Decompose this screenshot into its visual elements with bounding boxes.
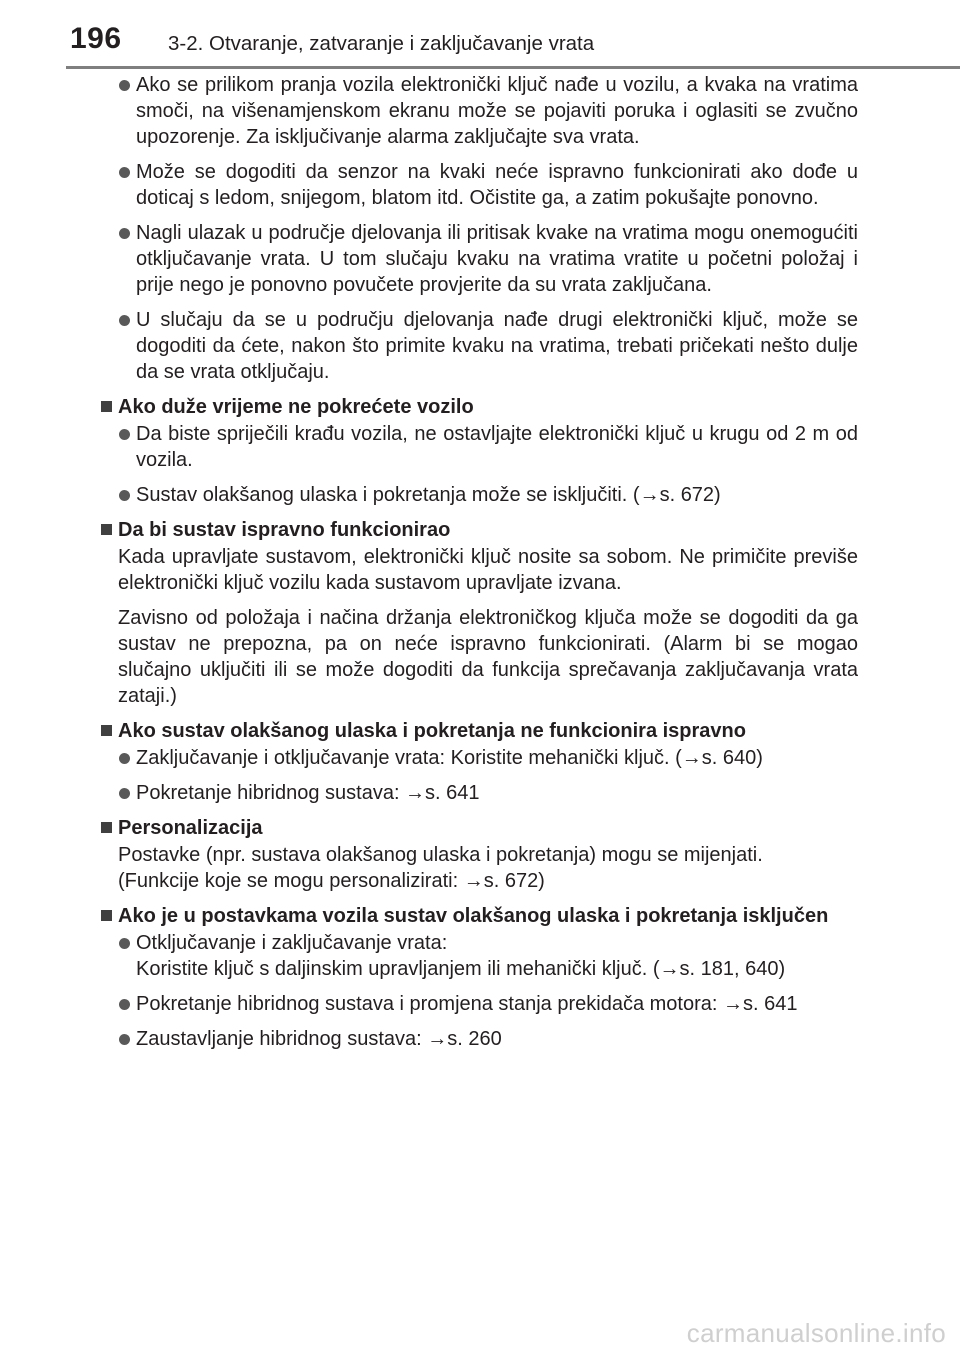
heading-text: Ako duže vrijeme ne pokrećete vozilo <box>118 396 474 418</box>
bullet-text: Zaustavljanje hibridnog sustava: →s. 260 <box>136 1028 502 1050</box>
heading-text: Personalizacija <box>118 817 263 839</box>
watermark: carmanualsonline.info <box>686 1318 946 1348</box>
bullet-text: Otključavanje i zaključavanje vrata: <box>136 932 448 954</box>
bullet-icon <box>119 315 130 326</box>
list-item <box>98 1026 858 1052</box>
section-heading-long-absence <box>98 394 858 420</box>
paragraph: Kada upravljate sustavom, elektronički ključ nosite sa sobom. Ne primičite previše elektronički ključ vozilu kada sustavom upravljate izvana. <box>118 546 858 594</box>
section-heading-malfunction <box>98 718 858 744</box>
page-content <box>98 72 858 1061</box>
bullet-text: Ako se prilikom pranja vozila elektronički ključ nađe u vozilu, a kvaka na vratima smoči, na višenamjenskom ekranu može se pojaviti poruka i oglasiti se zvučno upozorenje. Za isključivanje alarma zaključajte sva vrata. <box>136 74 858 148</box>
bullet-icon <box>119 80 130 91</box>
bullet-icon <box>119 228 130 239</box>
square-bullet-icon <box>101 401 112 412</box>
square-bullet-icon <box>101 910 112 921</box>
bullet-text: Nagli ulazak u područje djelovanja ili pritisak kvake na vratima mogu onemogućiti otključavanje vrata. U tom slučaju kvaku na vratima vratite u početni položaj i prije nego je ponovno povučete provjerite da su vrata zaključana. <box>136 222 858 296</box>
square-bullet-icon <box>101 524 112 535</box>
list-item <box>98 780 858 806</box>
list-item <box>98 991 858 1017</box>
square-bullet-icon <box>101 725 112 736</box>
page-header <box>0 0 960 68</box>
list-item <box>98 421 858 473</box>
bullet-icon <box>119 753 130 764</box>
bullet-icon <box>119 490 130 501</box>
list-item <box>98 482 858 508</box>
section-heading-proper-operation <box>98 517 858 543</box>
bullet-text: U slučaju da se u području djelovanja nađe drugi elektronički ključ, može se dogoditi da ćete, nakon što primite kvaku na vratima, trebati pričekati nešto dulje da se vrata otključaju. <box>136 309 858 383</box>
bullet-text: Da biste spriječili krađu vozila, ne ostavljajte elektronički ključ u krugu od 2 m od vozila. <box>136 423 858 471</box>
heading-text: Ako je u postavkama vozila sustav olakšanog ulaska i pokretanja isključen <box>118 905 829 927</box>
paragraph <box>98 842 858 894</box>
list-item <box>98 307 858 385</box>
heading-text: Ako sustav olakšanog ulaska i pokretanja ne funkcionira ispravno <box>118 720 746 742</box>
bullet-icon <box>119 1034 130 1045</box>
bullet-text: Pokretanje hibridnog sustava i promjena stanja prekidača motora: →s. 641 <box>136 993 798 1015</box>
bullet-icon <box>119 429 130 440</box>
paragraph-line: Postavke (npr. sustava olakšanog ulaska i pokretanja) mogu se mijenjati. <box>118 844 763 866</box>
section-heading-disabled <box>98 903 858 929</box>
page-number: 196 <box>70 22 122 55</box>
heading-text: Da bi sustav ispravno funkcionirao <box>118 519 451 541</box>
list-item <box>98 745 858 771</box>
square-bullet-icon <box>101 822 112 833</box>
bullet-icon <box>119 167 130 178</box>
bullet-icon <box>119 999 130 1010</box>
list-item <box>98 159 858 211</box>
paragraph-line: (Funkcije koje se mogu personalizirati: →s. 672) <box>118 870 545 892</box>
bullet-text: Koristite ključ s daljinskim upravljanjem ili mehanički ključ. (→s. 181, 640) <box>136 958 786 980</box>
bullet-text: Zaključavanje i otključavanje vrata: Koristite mehanički ključ. (→s. 640) <box>136 747 763 769</box>
bullet-text: Može se dogoditi da senzor na kvaki neće ispravno funkcionirati ako dođe u doticaj s ledom, snijegom, blatom itd. Očistite ga, a zatim pokušajte ponovno. <box>136 161 858 209</box>
bullet-icon <box>119 938 130 949</box>
section-heading-personalization <box>98 815 858 841</box>
bullet-text: Pokretanje hibridnog sustava: →s. 641 <box>136 782 480 804</box>
bullet-text: Sustav olakšanog ulaska i pokretanja može se isključiti. (→s. 672) <box>136 484 721 506</box>
list-item <box>98 72 858 150</box>
list-item <box>98 930 858 982</box>
paragraph: Zavisno od položaja i načina držanja elektroničkog ključa može se dogoditi da ga sustav ne prepozna, pa on neće ispravno funkcionirati. (Alarm bi se mogao slučajno uključiti ili se može dogoditi da funkcija sprečavanja zaključavanja vrata zataji.) <box>118 607 858 707</box>
section-title: 3-2. Otvaranje, zatvaranje i zaključavanje vrata <box>168 32 595 55</box>
list-item <box>98 220 858 298</box>
bullet-icon <box>119 788 130 799</box>
header-rule <box>66 66 960 69</box>
